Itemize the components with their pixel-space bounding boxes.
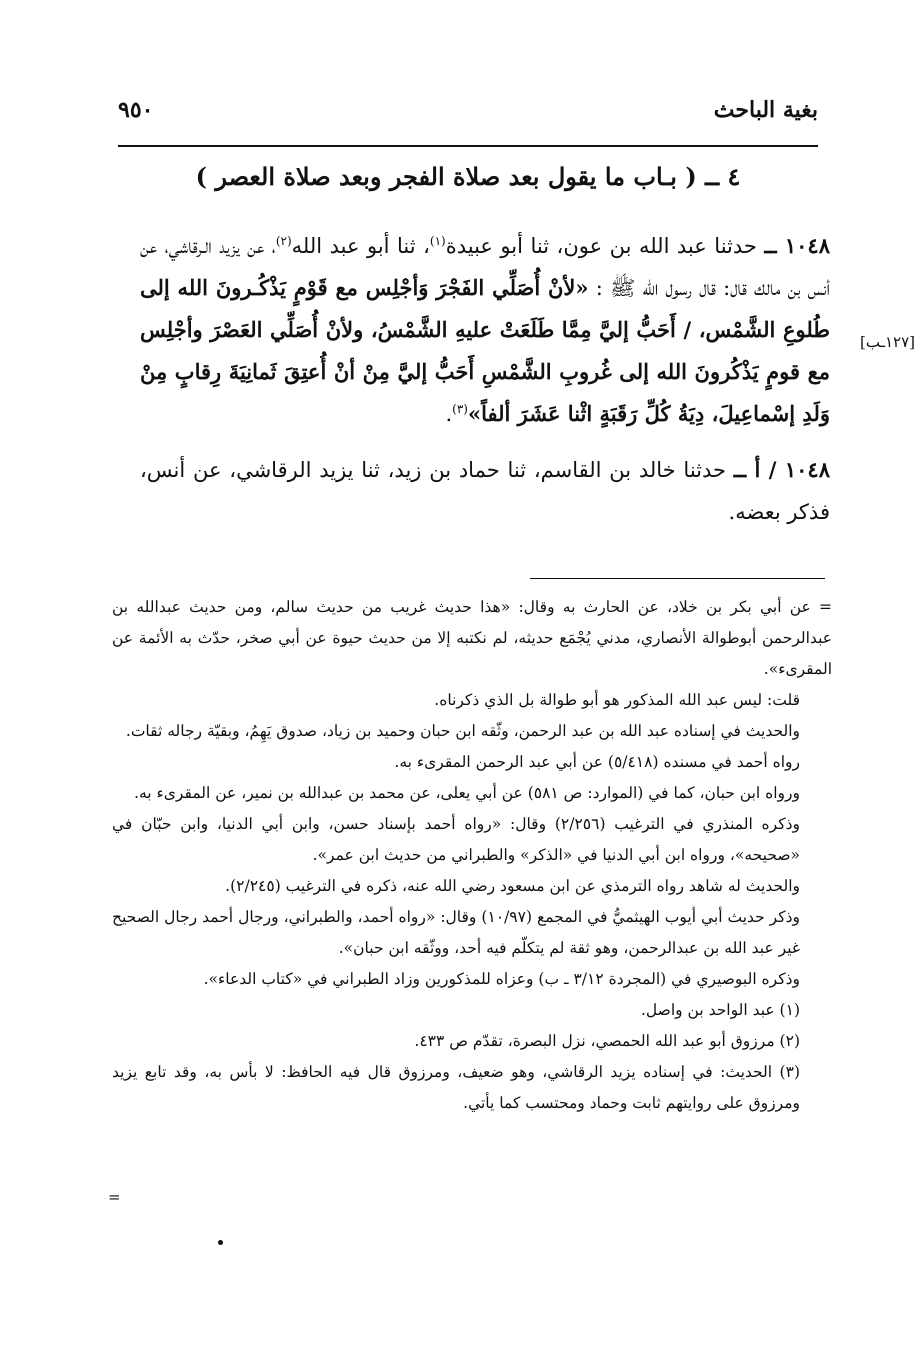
- isnad-part-c: ، عن يزيد الـرقاشي، عن أنس بن مالك قال: قال رسول الله ﷺ :: [140, 234, 830, 300]
- isnad-part-a: حدثنا عبد الله بن عون، ثنا أبو عبيدة: [445, 234, 757, 258]
- ink-dot: [218, 1240, 223, 1245]
- header-divider: [118, 145, 818, 147]
- hadith-matn: «لأنْ أُصَلِّي الفَجْرَ وَأجْلِس مع قَوْمٍ يَذْكُـرونَ الله إلى طُلوعِ الشَّمْس، / أَحَبُّ إليَّ مِمَّا طَلَعَتْ عليهِ الشَّمْسُ، ولأنْ أُصَلِّي العَصْرَ وأجْلِس مع قومٍ يَذْكُرونَ الله إلى غُروبِ الشَّمْسِ أَحَبُّ إليَّ مِنْ أنْ أُعتِقَ ثَمانِيَةَ رِقابٍ مِنْ وَلَدِ إسْماعِيلَ، دِيَةُ كُلِّ رَقَبَةٍ اثْنا عَشَرَ ألفاً»: [140, 275, 830, 426]
- footnote-paragraph: قلت: ليس عبد الله المذكور هو أبو طوالة بل الذي ذكرناه.: [434, 691, 800, 709]
- footnote-3: (٣) الحديث: في إسناده يزيد الرقاشي، وهو ضعيف، ومرزوق قال فيه الحافظ: لا بأس به، وقد تابع يزيد ومرزوق على روايتهم ثابت وحماد ومحتسب كما يأتي.: [112, 1063, 800, 1112]
- manuscript-folio-ref: [١٢٧ـب]: [859, 333, 915, 351]
- page-number: ٩٥٠: [118, 97, 154, 123]
- main-text: [140, 225, 830, 533]
- entry-end: .: [445, 402, 453, 426]
- footnote-ref-1: (١): [429, 234, 446, 248]
- continuation-mark: =: [108, 1188, 121, 1206]
- footnote-divider: [530, 578, 825, 579]
- footnote-paragraph: والحديث في إسناده عبد الله بن عبد الرحمن، وثّقه ابن حبان وحميد بن زياد، صدوق يَهِمُ، وبقيّة رجاله ثقات.: [125, 722, 800, 740]
- chapter-heading: ٤ ــ ( بـاب ما يقول بعد صلاة الفجر وبعد صلاة العصر ): [195, 162, 741, 191]
- footnote-paragraph: رواه أحمد في مسنده (٥/٤١٨) عن أبي عبد الرحمن المقرىء به.: [394, 753, 800, 771]
- footnote-2: (٢) مرزوق أبو عبد الله الحمصي، نزل البصرة، تقدّم ص ٤٣٣.: [414, 1032, 800, 1050]
- footnote-paragraph: وذكره البوصيري في (المجردة ٣/١٢ ـ ب) وعزاه للمذكورين وزاد الطبراني في «كتاب الدعاء».: [203, 970, 800, 988]
- entry-number: ١٠٤٨ ــ: [764, 233, 830, 258]
- footnotes: [112, 592, 832, 1119]
- footnote-paragraph: والحديث له شاهد رواه الترمذي عن ابن مسعود رضي الله عنه، ذكره في الترغيب (٢/٢٤٥).: [225, 877, 800, 895]
- footnote-paragraph: وذكره المنذري في الترغيب (٢/٢٥٦) وقال: «رواه أحمد بإسناد حسن، وابن أبي الدنيا، وابن حبّان في «صحيحه»، ورواه ابن أبي الدنيا في «الذكر» والطبراني من حديث ابن عمر».: [112, 815, 800, 864]
- hadith-entry-1048: [140, 225, 830, 435]
- footnote-1: (١) عبد الواحد بن واصل.: [641, 1001, 800, 1019]
- entry-number: ١٠٤٨ / أ ــ: [733, 457, 830, 482]
- page-header: [118, 92, 818, 128]
- hadith-entry-1048a: [140, 449, 830, 533]
- footnote-ref-2: (٢): [275, 234, 292, 248]
- footnote-ref-3: (٣): [452, 402, 468, 416]
- book-title: بغية الباحث: [713, 97, 818, 123]
- footnote-paragraph: ورواه ابن حبان، كما في (الموارد: ص ٥٨١) عن أبي يعلى، عن محمد بن عبدالله بن نمير، عن المقرىء به.: [134, 784, 800, 802]
- isnad-part-b: ، ثنا أبو عبد الله: [291, 234, 430, 258]
- footnote-continuation: = عن أبي بكر بن خلاد، عن الحارث به وقال: «هذا حديث غريب من حديث سالم، ومن حديث عبدالله بن عبدالرحمن أبوطوالة الأنصاري، مدني يُجْمَع حديثه، لم نكتبه إلا من حديث حيوة عن أبي صخر، حدّث به الأئمة عن المقرىء».: [112, 598, 832, 678]
- entry-text: حدثنا خالد بن القاسم، ثنا حماد بن زيد، ثنا يزيد الرقاشي، عن أنس، فذكر بعضه.: [140, 458, 830, 524]
- footnote-paragraph: وذكر حديث أبي أيوب الهيثميُّ في المجمع (١٠/٩٧) وقال: «رواه أحمد، والطبراني، ورجال أحمد رجال الصحيح غير عبد الله بن عبدالرحمن، وهو ثقة لم يتكلّم فيه أحد، ووثّقه ابن حبان».: [112, 908, 801, 957]
